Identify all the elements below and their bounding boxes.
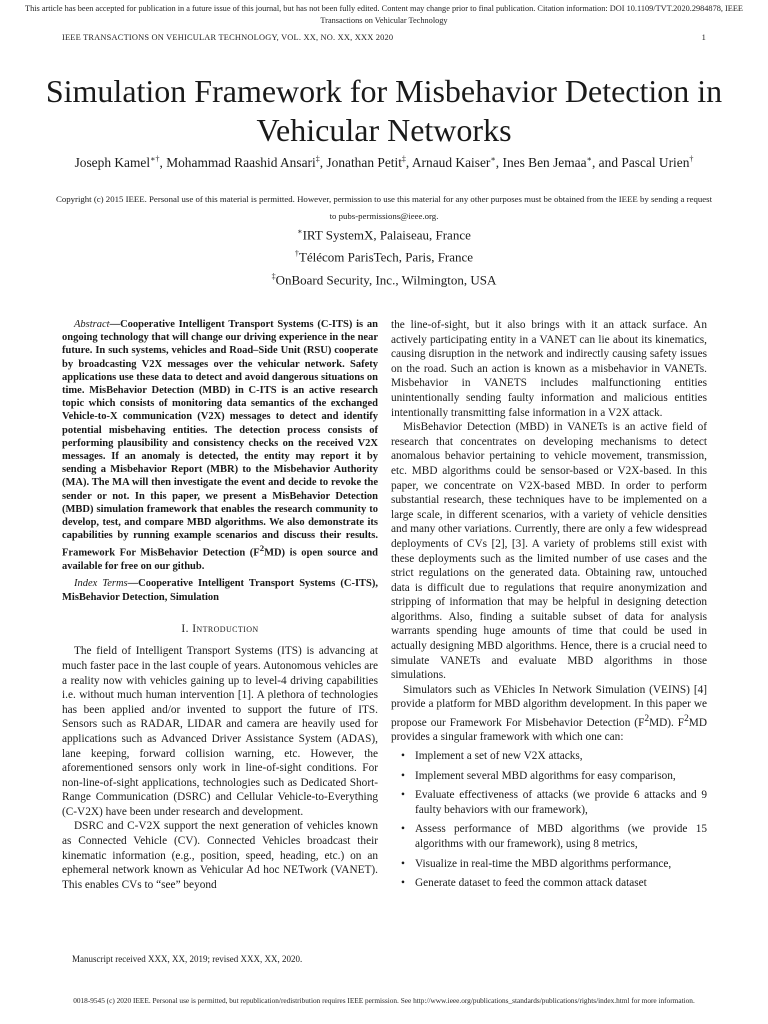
- index-terms: Index Terms—Cooperative Intelligent Transport Systems (C-ITS), MisBehavior Detection, Simulation: [62, 578, 378, 603]
- author: Mohammad Raashid Ansari‡,: [166, 155, 327, 171]
- bullet-icon: •: [401, 789, 405, 802]
- paragraph: MisBehavior Detection (MBD) in VANETs is an active field of research that concentrates on developing mechanisms to detect anomalous behavior pertaining to vehicle movement, transmission, etc. MBD algorithms could be sensor-based or V2X-based. In this paper, we concentrate on V2X-based MBD. In order to perform substantial research, these techniques have to be implemented on a large scale, in different scenarios, with a variety of vehicle densities and many other variations. Currently, there are only a few widespread deployments of CVs [2], [3]. A variety of problems still exist with these deployments such as the limited number of use cases and the strict regulations on the generated data. Obtaining raw, untouched data is difficult due to regulations that require anonymization and stripping of information that may be helpful in designing detection algorithms. Also, finding a suitable subset of data for analysis warrants spending huge amounts of time that could be used in actually designing MBD algorithms. Hence, there is a crucial need to simulate VANETs and evaluate MBD algorithms in those simulations.: [391, 421, 707, 682]
- page-number: 1: [701, 33, 706, 42]
- author: Ines Ben Jemaa∗, and: [502, 155, 622, 171]
- capability-list: [391, 749, 707, 891]
- running-head: [62, 33, 706, 42]
- paper-title: Simulation Framework for Misbehavior Detection in Vehicular Networks: [45, 73, 723, 148]
- right-column: [391, 318, 707, 896]
- paragraph: Simulators such as VEhicles In Network Simulation (VEINS) [4] provide a platform for MBD algorithm development. In this paper we propose our Framework For Misbehavior Detection $(F^2MD)$. $F^2MD$ provides a singular framework with which one can:: [391, 683, 707, 744]
- abstract: Abstract—Cooperative Intelligent Transport Systems (C-ITS) is an ongoing technology that will change our driving experience in the near future. In such systems, vehicles and Road–Side Unit (RSU) cooperate by broadcasting V2X messages over the vehicular network. Safety applications use these data to detect and avoid dangerous situations on time. MisBehavior Detection (MBD) in C-ITS is an active research topic which consists of monitoring data semantics of the exchanged Vehicle-to-X communication (V2X) messages to detect and identify potential misbehaving entities. The detection process consists of performing plausibility and consistency checks on the received V2X messages. If an anomaly is detected, the entity may report it by sending a Misbehavior Report (MBR) to the Misbehavior Authority (MA). The MA will then investigate the event and decide to revoke the sender or not. In this paper, we present a MisBehavior Detection (MBD) simulation framework that enables the research community to develop, test, and compare MBD algorithms. We also demonstrate its capabilities by running example scenarios and discuss their results. Framework For MisBehavior Detection $(F^2MD)$ is open source and available for free on our github.: [62, 319, 378, 573]
- author: Joseph Kamel∗†,: [74, 155, 167, 171]
- list-item: • Assess performance of MBD algorithms (we provide 15 algorithms with our framework), using 8 metrics,: [401, 823, 707, 850]
- affiliation: †Télécom ParisTech, Paris, France: [294, 249, 474, 265]
- manuscript-footnote: Manuscript received XXX, XX, 2019; revised XXX, XX, 2020.: [72, 954, 303, 964]
- bullet-icon: •: [401, 823, 405, 836]
- author: Arnaud Kaiser∗,: [411, 155, 503, 171]
- paragraph: the line-of-sight, but it also brings with it an attack surface. An actively participating entity in a VANET can lie about its kinematics, causing disruption in the network and indirectly causing safety issues on the road. Such an action is known as a misbehavior in VANETs. Misbehavior in VANETS includes malfunctioning entities unintentionally sending faulty information and malicious entities intentionally transmitting false information in a V2X attack.: [391, 319, 707, 419]
- copyright-notice: Copyright (c) 2015 IEEE. Personal use of this material is permitted. However, permission to use this material for any other purposes must be obtained from the IEEE by sending a request to pubs-permissions@ieee.org.: [55, 194, 713, 221]
- list-item: • Implement a set of new V2X attacks,: [401, 749, 583, 762]
- publication-notice: This article has been accepted for publication in a future issue of this journal, but has not been fully edited. Content may change prior to final publication. Citation information: DOI 10.1109/TVT.2020.2984878, IEEE Transactions on Vehicular Technology: [25, 4, 743, 25]
- list-item: • Evaluate effectiveness of attacks (we provide 6 attacks and 9 faulty behaviors with our framework),: [401, 789, 707, 816]
- left-column: [62, 318, 378, 892]
- journal-header: IEEE TRANSACTIONS ON VEHICULAR TECHNOLOGY, VOL. XX, NO. XX, XXX 2020: [62, 33, 394, 42]
- bullet-icon: •: [401, 769, 405, 782]
- affiliation: ‡OnBoard Security, Inc., Wilmington, USA: [271, 271, 497, 287]
- section-heading: I. Introduction: [181, 622, 259, 635]
- author: Jonathan Petit‡,: [326, 155, 412, 171]
- bottom-notice: 0018-9545 (c) 2020 IEEE. Personal use is permitted, but republication/redistribution requires IEEE permission. See http://www.ieee.org/publications_standards/publications/rights/index.html for more information.: [73, 996, 695, 1005]
- bullet-icon: •: [401, 857, 405, 870]
- paragraph: The field of Intelligent Transport Systems (ITS) is advancing at much faster pace in the last couple of years. Autonomous vehicles are a reality now with vehicles gaining up to level-4 driving capabilities i.e. without much human intervention [1]. A plethora of technologies has been applied and/or invented to support the future of ITS. Sensors such as RADAR, LIDAR and camera are heavily used for applications such as Advanced Driver Assistance System (ADAS), lane keeping, forward collision warning, etc. However, the aforementioned sensors only work in line-of-sight conditions. For non-line-of-sight applications, technologies such as Dedicated Short-Range Communication (DSRC) and Cellular Vehicle-to-Everything (C-V2X) have been under research and development.: [62, 645, 378, 818]
- bullet-icon: •: [401, 749, 405, 762]
- affiliations: [62, 222, 706, 289]
- affiliation: ∗IRT SystemX, Palaiseau, France: [297, 227, 471, 243]
- paragraph: DSRC and C-V2X support the next generation of vehicles known as Connected Vehicle (CV). Connected Vehicles broadcast their kinematic information (e.g., position, speed, heading, etc.) on an ephemeral network known as Vehicular Ad hoc NETwork (VANET). This enables CVs to “see” beyond: [62, 820, 378, 891]
- author: Pascal Urien†: [621, 155, 694, 171]
- bullet-icon: •: [401, 877, 405, 890]
- list-item: • Implement several MBD algorithms for easy comparison,: [401, 769, 676, 782]
- author-list: [62, 151, 706, 171]
- list-item: • Generate dataset to feed the common attack dataset: [401, 877, 647, 890]
- list-item: • Visualize in real-time the MBD algorithms performance,: [401, 857, 672, 870]
